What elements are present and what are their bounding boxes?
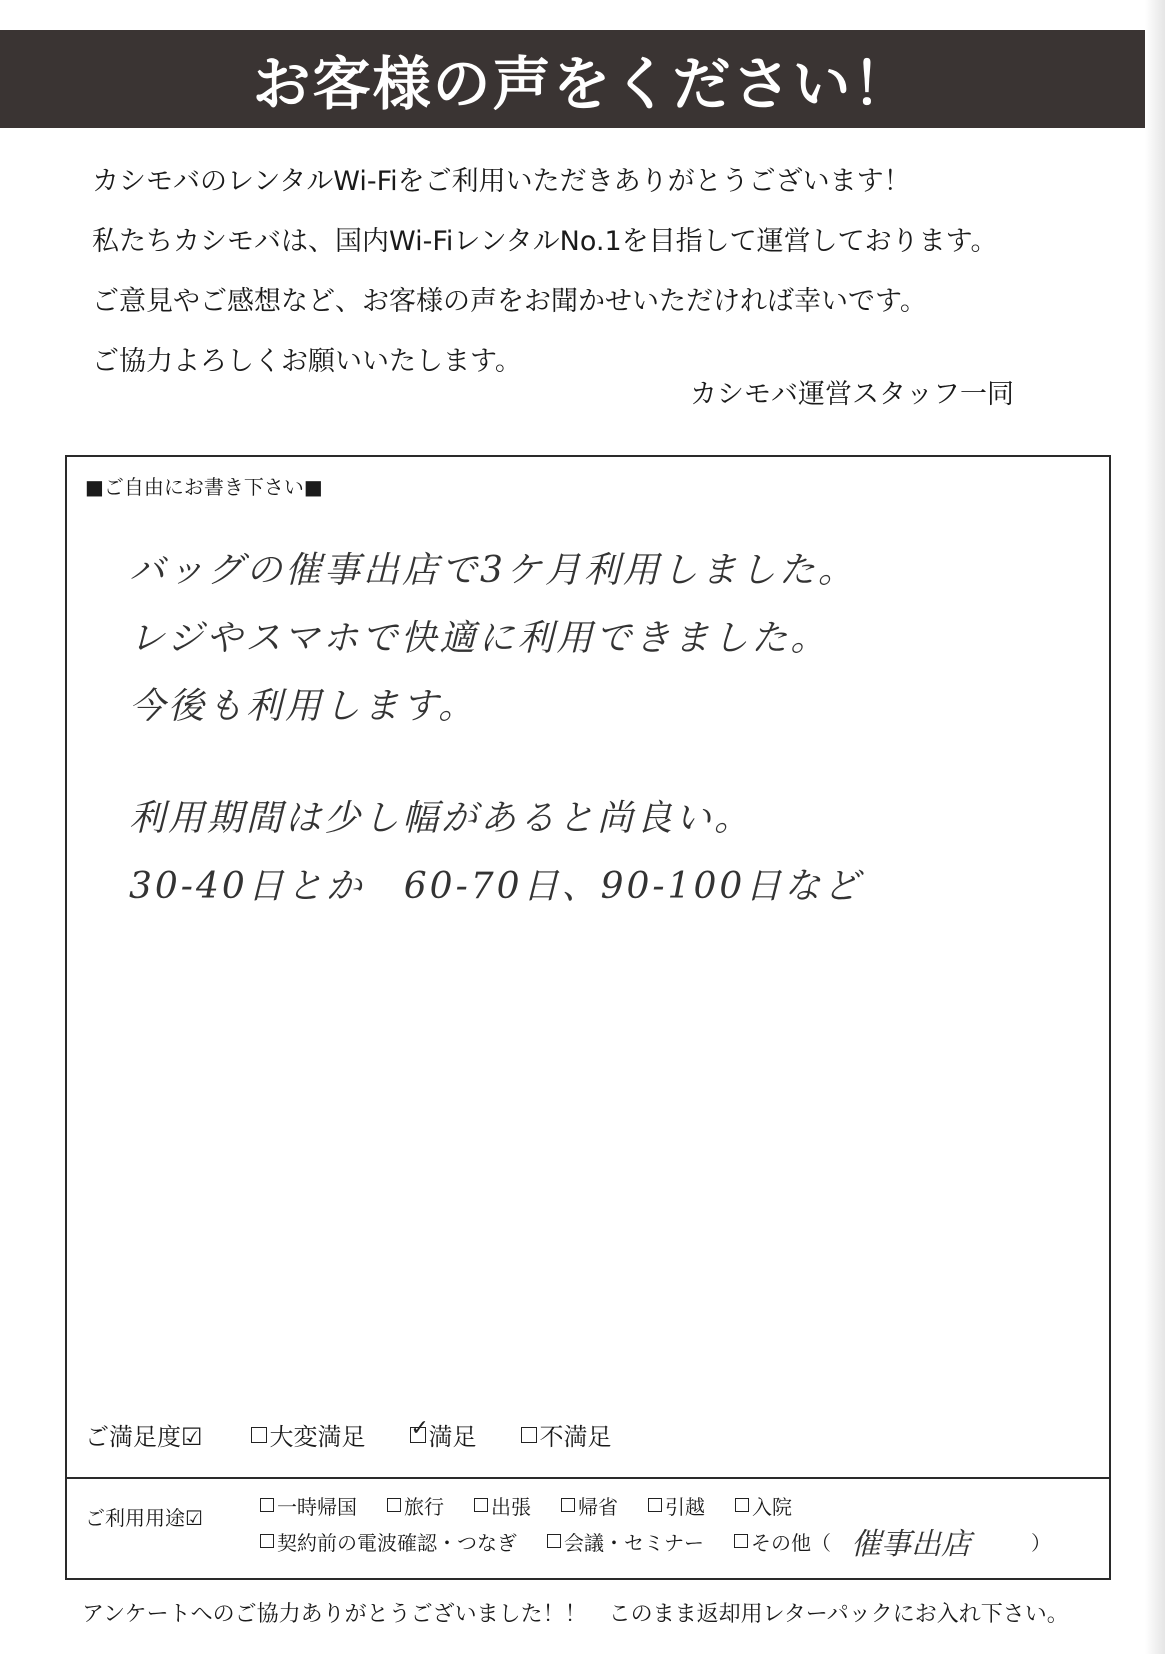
- handwritten-line: 今後も利用します。: [129, 686, 478, 727]
- scan-edge: [1145, 0, 1165, 1654]
- checkbox-icon[interactable]: [387, 1498, 401, 1512]
- purpose-row: [260, 1487, 1081, 1523]
- satisfaction-option-unsatisfied[interactable]: [521, 1417, 612, 1452]
- purpose-option[interactable]: [474, 1491, 531, 1520]
- purpose-row: [260, 1523, 1081, 1562]
- comment-box: [65, 455, 1111, 1580]
- purpose-option-other[interactable]: [734, 1519, 1051, 1563]
- intro-line: カシモバのレンタルWi-Fiをご利用いただきありがとうございます！: [92, 166, 911, 197]
- option-label: 一時帰国: [277, 1494, 357, 1519]
- option-label: 契約前の電波確認・つなぎ: [277, 1530, 517, 1555]
- intro-line: ご協力よろしくお願いいたします。: [92, 346, 522, 377]
- purpose-label: ご利用用途☑: [85, 1506, 203, 1530]
- satisfaction-option-satisfied[interactable]: [410, 1417, 477, 1452]
- purpose-option[interactable]: [387, 1491, 444, 1520]
- checkbox-icon[interactable]: [734, 1534, 748, 1548]
- handwritten-line: 利用期間は少し幅があると尚良い。: [129, 798, 754, 839]
- divider: [67, 1477, 1109, 1479]
- satisfaction-row: [85, 1417, 656, 1452]
- satisfaction-option-very-satisfied[interactable]: [251, 1417, 366, 1452]
- purpose-option[interactable]: [735, 1491, 792, 1520]
- handwritten-line: 30-40日とか 60-70日、90-100日など: [129, 866, 863, 907]
- option-label: 入院: [752, 1494, 792, 1519]
- handwritten-line: レジやスマホで快適に利用できました。: [129, 618, 830, 659]
- staff-signature: カシモバ運営スタッフ一同: [690, 379, 1014, 410]
- checkbox-icon[interactable]: [251, 1427, 267, 1443]
- option-label: 帰省: [578, 1494, 618, 1519]
- comment-box-label: ■ご自由にお書き下さい■: [85, 475, 323, 499]
- option-label: 出張: [491, 1494, 531, 1519]
- footer-note: アンケートへのご協力ありがとうございました！！ このまま返却用レターパックにお入れ下さい。: [82, 1602, 1069, 1627]
- purpose-option[interactable]: [260, 1527, 517, 1556]
- checkbox-icon[interactable]: [561, 1498, 575, 1512]
- option-label: 会議・セミナー: [564, 1530, 704, 1555]
- other-handwritten-value: 催事出店: [851, 1527, 971, 1562]
- paren-close: ）: [1031, 1530, 1051, 1555]
- handwritten-comment: [129, 537, 1089, 921]
- purpose-options: [260, 1487, 1081, 1562]
- option-label: 旅行: [404, 1494, 444, 1519]
- checkbox-icon[interactable]: [521, 1427, 537, 1443]
- handwritten-line: バッグの催事出店で3ケ月利用しました。: [129, 550, 857, 591]
- intro-line: ご意見やご感想など、お客様の声をお聞かせいただければ幸いです。: [92, 286, 927, 317]
- intro-text: [92, 152, 1132, 392]
- purpose-option[interactable]: [561, 1491, 618, 1520]
- satisfaction-label: ご満足度☑: [85, 1423, 203, 1451]
- checkbox-icon[interactable]: [648, 1498, 662, 1512]
- checkbox-icon[interactable]: [474, 1498, 488, 1512]
- option-label: 引越: [665, 1494, 705, 1519]
- option-label: 満足: [428, 1423, 477, 1451]
- purpose-option[interactable]: [648, 1491, 705, 1520]
- option-label: 大変満足: [269, 1423, 366, 1451]
- option-label: 不満足: [539, 1423, 612, 1451]
- page-title: お客様の声をください！: [252, 50, 913, 118]
- purpose-option[interactable]: [260, 1491, 357, 1520]
- intro-line: 私たちカシモバは、国内Wi-FiレンタルNo.1を目指して運営しております。: [92, 226, 998, 257]
- checked-checkbox-icon[interactable]: [410, 1427, 426, 1443]
- option-label: その他（: [751, 1530, 831, 1555]
- header-banner: [0, 30, 1165, 128]
- checkbox-icon[interactable]: [547, 1534, 561, 1548]
- purpose-option[interactable]: [547, 1527, 704, 1556]
- checkbox-icon[interactable]: [735, 1498, 749, 1512]
- checkbox-icon[interactable]: [260, 1534, 274, 1548]
- checkbox-icon[interactable]: [260, 1498, 274, 1512]
